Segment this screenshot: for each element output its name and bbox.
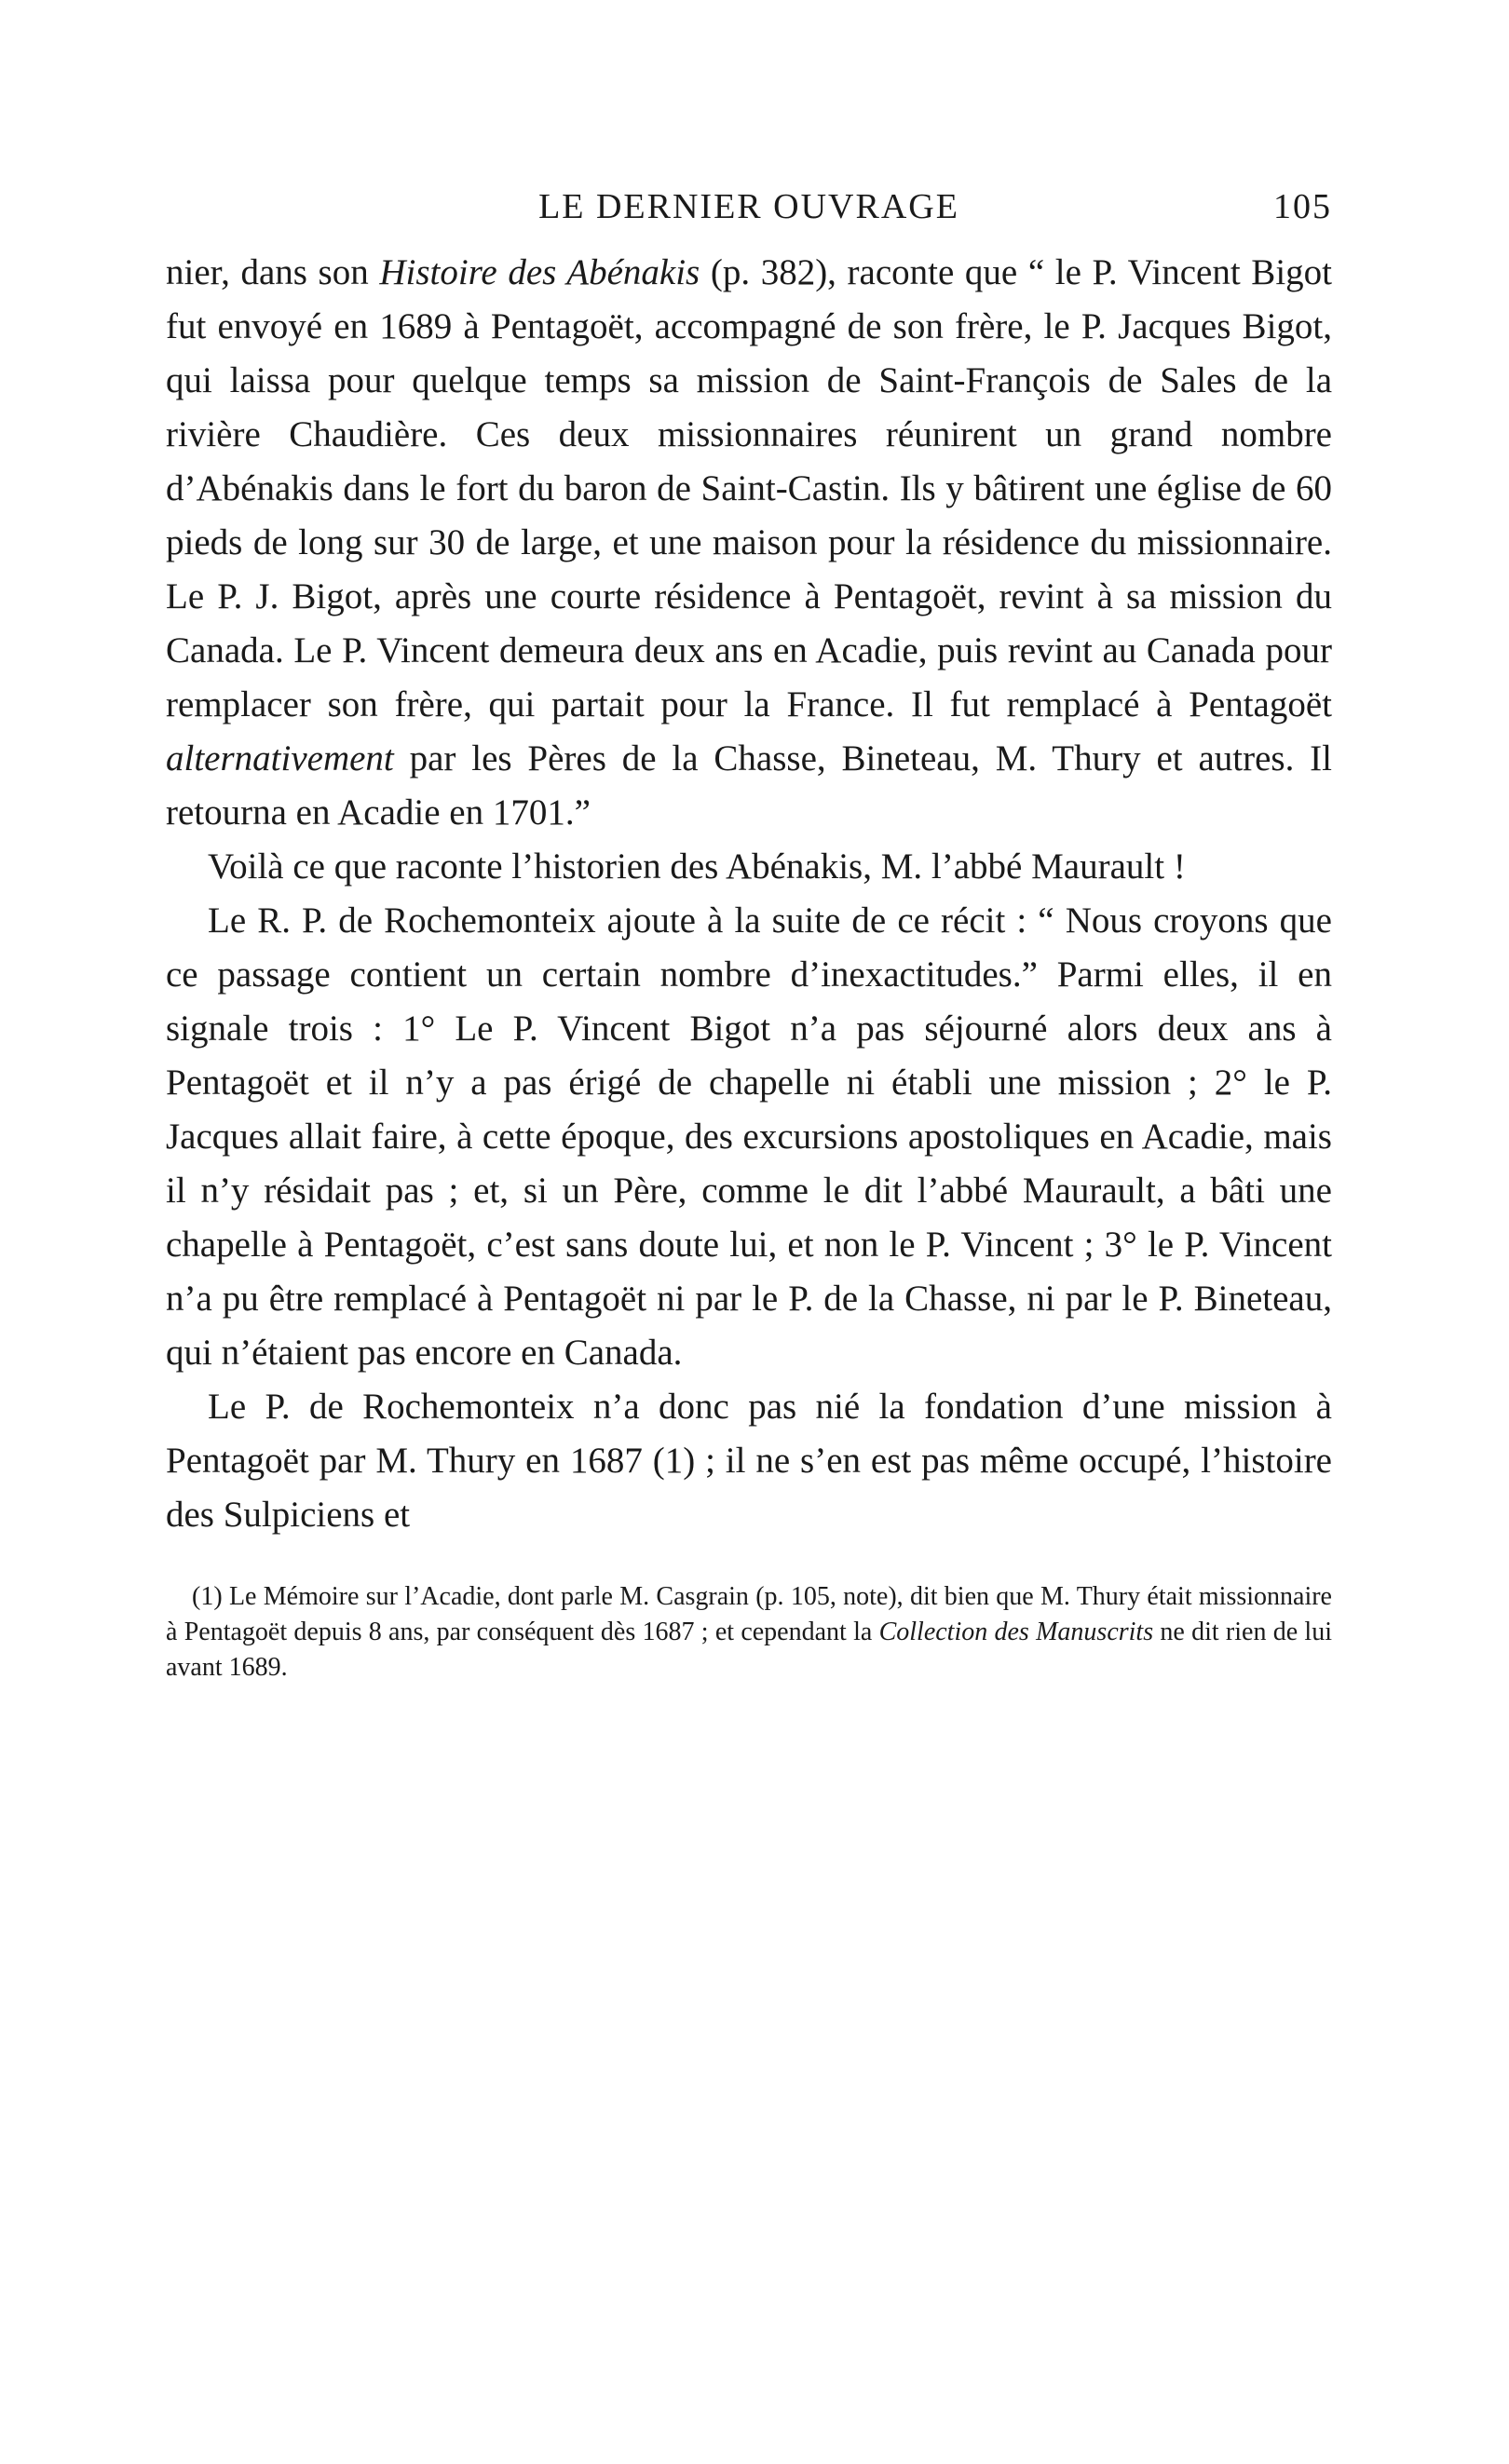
paragraph: Voilà ce que raconte l’historien des Abénakis, M. l’abbé Maurault ! xyxy=(208,846,1186,887)
text-run: nier, dans son xyxy=(166,252,380,292)
footnote xyxy=(166,1579,1332,1686)
running-title: LE DERNIER OUVRAGE xyxy=(538,187,959,226)
running-head xyxy=(166,186,1332,246)
body-text xyxy=(166,246,1332,1542)
page-number: 105 xyxy=(1273,187,1332,226)
paragraph-continued xyxy=(166,246,1332,840)
italic-book-title: Histoire des Abénakis xyxy=(379,252,700,292)
italic-collection-title: Collection des Manuscrits xyxy=(878,1618,1154,1646)
footnote-text xyxy=(166,1579,1332,1686)
text-run: par les Pères de la Chasse, Bineteau, M. Thury et autres. Il retourna en Acadie en 1701.” xyxy=(166,738,1332,833)
italic-word: alternativement xyxy=(166,738,394,778)
book-page xyxy=(166,186,1332,1686)
text-run: ne dit rien de lui avant 1689. xyxy=(166,1618,1332,1682)
paragraph: Le P. de Rochemonteix n’a donc pas nié la fondation d’une mission à Pentagoët par M. Thury en 1687 (1) ; il ne s’en est pas même occupé, l’histoire des Sulpiciens et xyxy=(166,1387,1332,1535)
paragraph: Le R. P. de Rochemonteix ajoute à la suite de ce récit : “ Nous croyons que ce passage contient un certain nombre d’inexactitudes.” Parmi elles, il en signale trois : 1° Le P. Vincent Bigot n’a pas séjourné alors deux ans à Pentagoët et il n’y a pas érigé de chapelle ni établi une mission ; 2° le P. Jacques allait faire, à cette époque, des excursions apostoliques en Acadie, mais il n’y résidait pas ; et, si un Père, comme le dit l’abbé Maurault, a bâti une chapelle à Pentagoët, c’est sans doute lui, et non le P. Vincent ; 3° le P. Vincent n’a pu être remplacé à Pentagoët ni par le P. de la Chasse, ni par le P. Bineteau, qui n’étaient pas encore en Canada. xyxy=(166,900,1332,1373)
text-run: (p. 382), raconte que “ le P. Vincent Bigot fut envoyé en 1689 à Pentagoët, accompagné de son frère, le P. Jacques Bigot, qui laissa pour quelque temps sa mission de Saint-François de Sales de la rivière Chaudière. Ces deux missionnaires réunirent un grand nombre d’Abénakis dans le fort du baron de Saint-Castin. Ils y bâtirent une église de 60 pieds de long sur 30 de large, et une maison pour la résidence du missionnaire. Le P. J. Bigot, après une courte résidence à Pentagoët, revint à sa mission du Canada. Le P. Vincent demeura deux ans en Acadie, puis revint au Canada pour remplacer son frère, qui partait pour la France. Il fut remplacé à Pentagoët xyxy=(166,252,1332,724)
text-run: (1) Le Mémoire sur l’Acadie, dont parle M. Casgrain (p. 105, note), dit bien que M. Thury était missionnaire à Pentagoët depuis 8 ans, par conséquent dès 1687 ; et cependant la xyxy=(166,1582,1332,1646)
